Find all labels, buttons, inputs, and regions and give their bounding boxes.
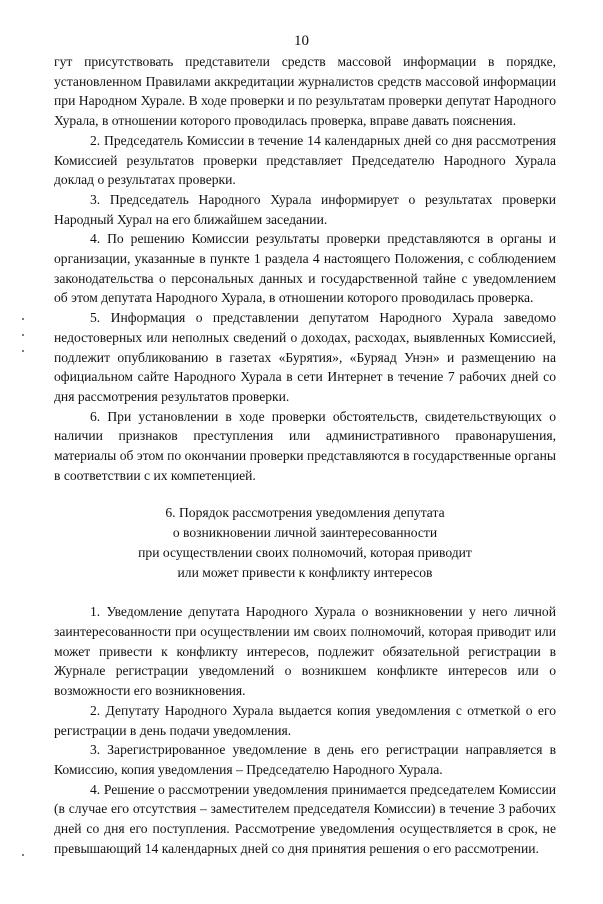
page-number: 10 (294, 33, 309, 49)
paragraph-item-6: 6. При установлении в ходе проверки обстоятельств, свидетельствующих о наличии признаков преступления или административного правонарушения, материалы об этом по окончании проверки представляются в государственные органы в соответствии с их компетенцией. (54, 408, 556, 483)
paragraph-item-2: 2. Председатель Комиссии в течение 14 календарных дней со дня рассмотрения Комиссией результатов проверки представляет Председателю Народного Хурала доклад о результатах проверки. (54, 132, 556, 188)
section-paragraph-4: 4. Решение о рассмотрении уведомления принимается председателем Комиссии (в случае его отсутствия – заместителем председателя Комиссии) в течение 3 рабочих дней со дня его поступления. Рассмотрение уведомления осуществляется в срок, не превышающий 14 календарных дней со дня принятия решения о его рассмотрении. (54, 781, 556, 856)
section-paragraph-2: 2. Депутату Народного Хурала выдается копия уведомления с отметкой о его регистрации в день подачи уведомления. (54, 702, 556, 738)
paragraph-item-5: 5. Информация о представлении депутатом Народного Хурала заведомо недостоверных или неполных сведений о доходах, расходах, выявленных Комиссией, подлежит опубликованию в газетах «Бурятия», «Буряад Унэн» и размещению на официальном сайте Народного Хурала в сети Интернет в течение 7 рабочих дней со дня рассмотрения результатов проверки. (54, 310, 556, 404)
document-body (54, 52, 556, 858)
section-heading-line-3: при осуществлении своих полномочий, которая приводит (138, 544, 472, 560)
scan-speck (22, 350, 24, 352)
paragraph-continuation: гут присутствовать представители средств массовой информации в порядке, установленном Правилами аккредитации журналистов средств массовой информации при Народном Хурале. В ходе проверки и по результатам проверки депутат Народного Хурала, в отношении которого проводилась проверка, вправе давать пояснения. (54, 54, 556, 129)
scan-speck (388, 818, 390, 820)
section-paragraph-3: 3. Зарегистрированное уведомление в день его регистрации направляется в Комиссию, копия уведомления – Председателю Народного Хурала. (54, 742, 556, 777)
paragraph-item-3: 3. Председатель Народного Хурала информирует о результатах проверки Народный Хурал на его ближайшем заседании. (54, 191, 556, 227)
section-paragraph-1: 1. Уведомление депутата Народного Хурала о возникновении у него личной заинтересованности при осуществлении им своих полномочий, которая приводит или может привести к конфликту интересов, подлежит обязательной регистрации в Журнале регистрации уведомлений о возникшем конфликте интересов или о возможности его возникновения. (54, 604, 556, 699)
paragraph-item-4: 4. По решению Комиссии результаты проверки представляются в органы и организации, указанные в пункте 1 раздела 4 настоящего Положения, с соблюдением законодательства о персональных данных и государственной тайне с уведомлением об этом депутата Народного Хурала, в отношении которого проводилась проверка. (54, 231, 556, 306)
scan-speck (22, 318, 24, 320)
section-heading-line-1: 6. Порядок рассмотрения уведомления депутата (165, 505, 445, 521)
scan-speck (22, 854, 24, 856)
section-heading-line-2: о возникновении личной заинтересованности (172, 525, 438, 541)
section-heading-line-4: или может привести к конфликту интересов (177, 564, 433, 580)
section-heading (54, 503, 556, 582)
scan-speck (22, 334, 24, 336)
